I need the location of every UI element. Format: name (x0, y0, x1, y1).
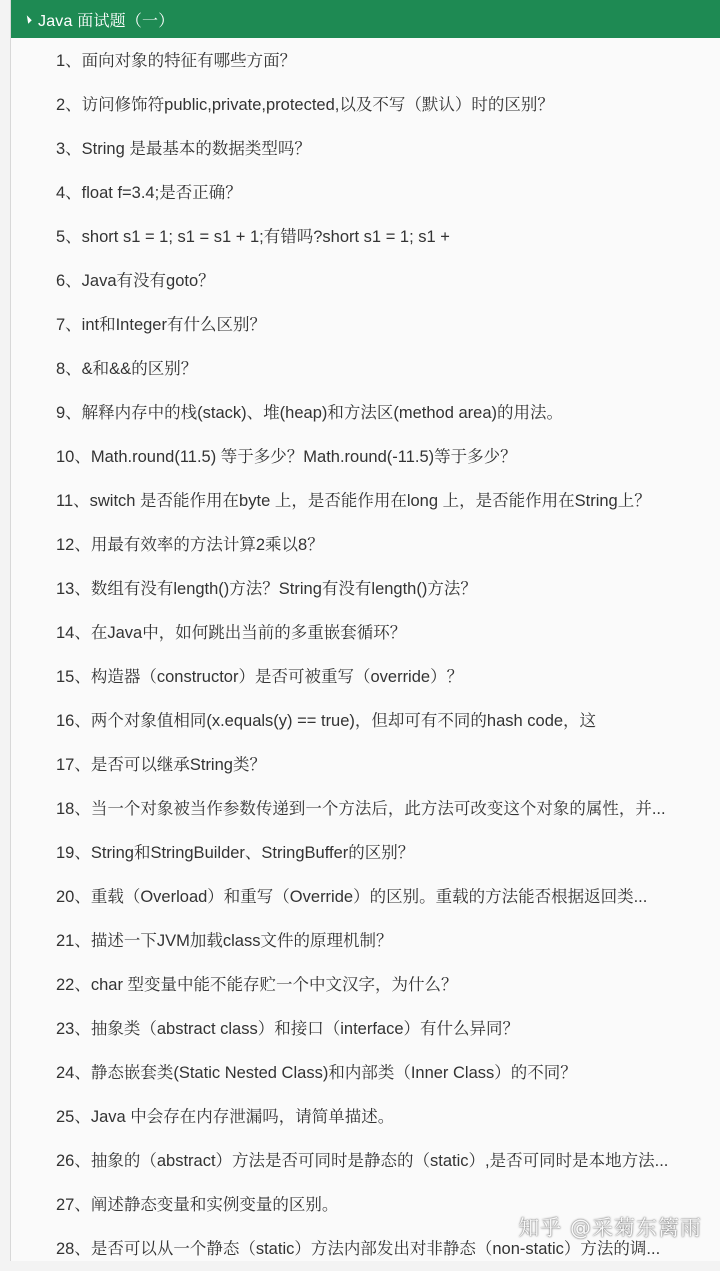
question-item[interactable]: 7、int和Integer有什么区别？ (56, 316, 266, 334)
collapse-triangle-icon[interactable] (23, 15, 31, 23)
question-item[interactable]: 27、阐述静态变量和实例变量的区别。 (56, 1196, 339, 1214)
question-item[interactable]: 17、是否可以继承String类？ (56, 756, 266, 774)
question-item[interactable]: 18、当一个对象被当作参数传递到一个方法后，此方法可改变这个对象的属性，并... (56, 800, 666, 818)
question-item[interactable]: 26、抽象的（abstract）方法是否可同时是静态的（static）,是否可同时是本地方法... (56, 1152, 669, 1170)
section-header[interactable] (11, 0, 720, 38)
question-item[interactable]: 22、char 型变量中能不能存贮一个中文汉字，为什么？ (56, 976, 458, 994)
zhihu-watermark: 知乎 @采菊东篱雨 (518, 1216, 702, 1240)
question-item[interactable]: 6、Java有没有goto？ (56, 272, 215, 290)
question-item[interactable]: 5、short s1 = 1; s1 = s1 + 1;有错吗?short s1 = 1; s1 + (56, 228, 450, 246)
question-item[interactable]: 4、float f=3.4;是否正确？ (56, 184, 242, 202)
question-item[interactable]: 12、用最有效率的方法计算2乘以8？ (56, 536, 324, 554)
question-item[interactable]: 9、解释内存中的栈(stack)、堆(heap)和方法区(method area)的用法。 (56, 404, 564, 422)
section-title: Java 面试题（一） (38, 12, 175, 30)
question-item[interactable]: 28、是否可以从一个静态（static）方法内部发出对非静态（non-static）方法的调... (56, 1240, 661, 1258)
question-item[interactable]: 10、Math.round(11.5) 等于多少？Math.round(-11.5)等于多少？ (56, 448, 517, 466)
question-item[interactable]: 25、Java 中会存在内存泄漏吗，请简单描述。 (56, 1108, 395, 1126)
question-item[interactable]: 24、静态嵌套类(Static Nested Class)和内部类（Inner Class）的不同？ (56, 1064, 577, 1082)
question-panel (10, 0, 720, 1261)
question-item[interactable]: 13、数组有没有length()方法？String有没有length()方法？ (56, 580, 477, 598)
question-item[interactable]: 23、抽象类（abstract class）和接口（interface）有什么异同？ (56, 1020, 520, 1038)
question-item[interactable]: 19、String和StringBuilder、StringBuffer的区别？ (56, 844, 415, 862)
question-list (11, 38, 720, 1271)
question-item[interactable]: 1、面向对象的特征有哪些方面？ (56, 52, 297, 70)
question-item[interactable]: 3、String 是最基本的数据类型吗？ (56, 140, 311, 158)
question-item[interactable]: 8、&和&&的区别？ (56, 360, 198, 378)
question-item[interactable]: 2、访问修饰符public,private,protected,以及不写（默认）时的区别？ (56, 96, 554, 114)
question-item[interactable]: 16、两个对象值相同(x.equals(y) == true)，但却可有不同的hash code，这 (56, 712, 597, 730)
question-item[interactable]: 20、重载（Overload）和重写（Override）的区别。重载的方法能否根据返回类... (56, 888, 648, 906)
question-item[interactable]: 14、在Java中，如何跳出当前的多重嵌套循环？ (56, 624, 407, 642)
question-item[interactable]: 15、构造器（constructor）是否可被重写（override）？ (56, 668, 464, 686)
question-item[interactable]: 11、switch 是否能作用在byte 上，是否能作用在long 上，是否能作用在String上？ (56, 492, 651, 510)
question-item[interactable]: 21、描述一下JVM加载class文件的原理机制？ (56, 932, 393, 950)
